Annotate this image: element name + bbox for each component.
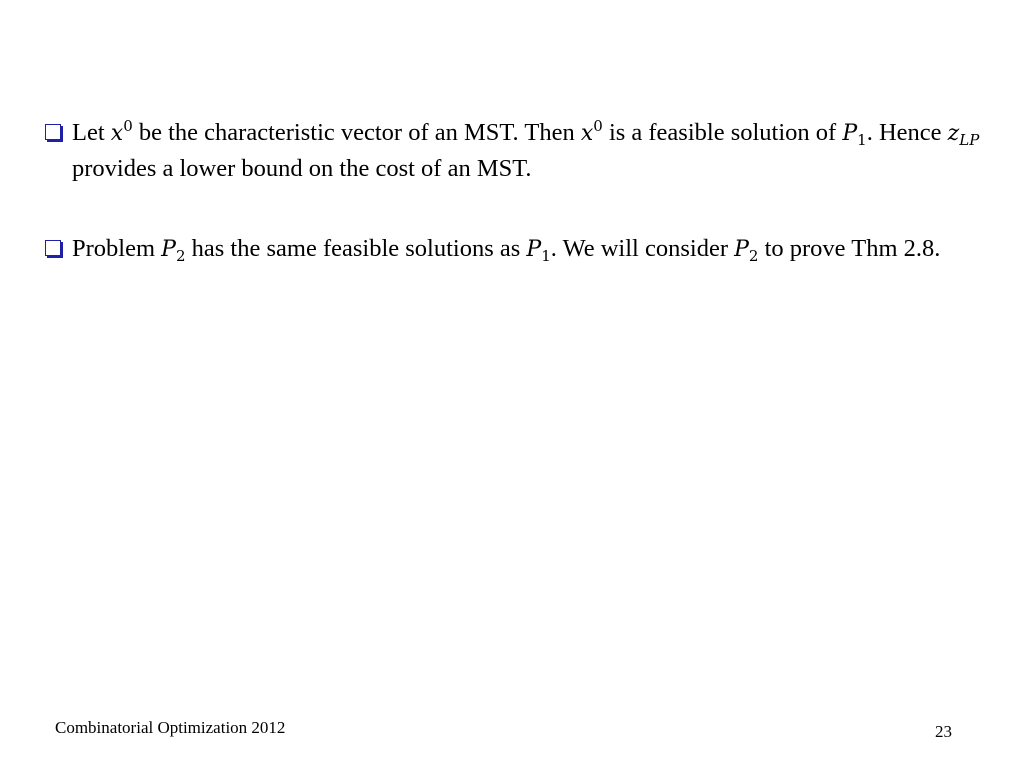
math-base: x [580, 121, 594, 146]
math-p2 [161, 237, 186, 265]
footer-course-title: Combinatorial Optimization 2012 [55, 718, 286, 737]
text-run: . Hence [866, 119, 948, 146]
math-subscript: 2 [748, 247, 759, 265]
text-run: provides a lower bound on the cost of an MST. [72, 155, 532, 182]
math-subscript: 1 [541, 247, 551, 265]
math-base: P [842, 121, 858, 146]
math-base: P [526, 237, 542, 262]
text-run: . We will consider [550, 235, 735, 262]
math-subscript: 1 [857, 131, 867, 149]
math-base: P [161, 237, 176, 262]
math-zlp [947, 121, 980, 149]
page-number: 23 [935, 722, 952, 741]
text-run: Let [72, 119, 111, 146]
math-x0 [580, 117, 603, 146]
math-base: P [734, 237, 749, 262]
text-run: has the same feasible solutions as [185, 235, 527, 262]
text-run: be the characteristic vector of an MST. Then [132, 119, 581, 146]
math-p1 [842, 121, 867, 149]
math-base: x [110, 121, 124, 146]
bullet-text-2 [72, 231, 995, 267]
math-x0 [110, 117, 133, 146]
bullet-item-2 [45, 231, 995, 267]
text-run: Problem [72, 235, 162, 262]
math-subscript: LP [959, 131, 980, 149]
math-base: z [947, 121, 960, 146]
math-superscript: 0 [593, 117, 603, 135]
math-p2 [734, 237, 759, 265]
math-superscript: 0 [123, 117, 133, 135]
square-bullet-icon [45, 124, 61, 140]
bullet-text-1 [72, 115, 995, 186]
math-p1 [526, 237, 551, 265]
text-run: to prove Thm 2.8. [758, 235, 941, 262]
math-subscript: 2 [175, 247, 186, 265]
bullet-item-1 [45, 115, 995, 186]
text-run: is a feasible solution of [602, 119, 843, 146]
square-bullet-icon [45, 240, 61, 256]
